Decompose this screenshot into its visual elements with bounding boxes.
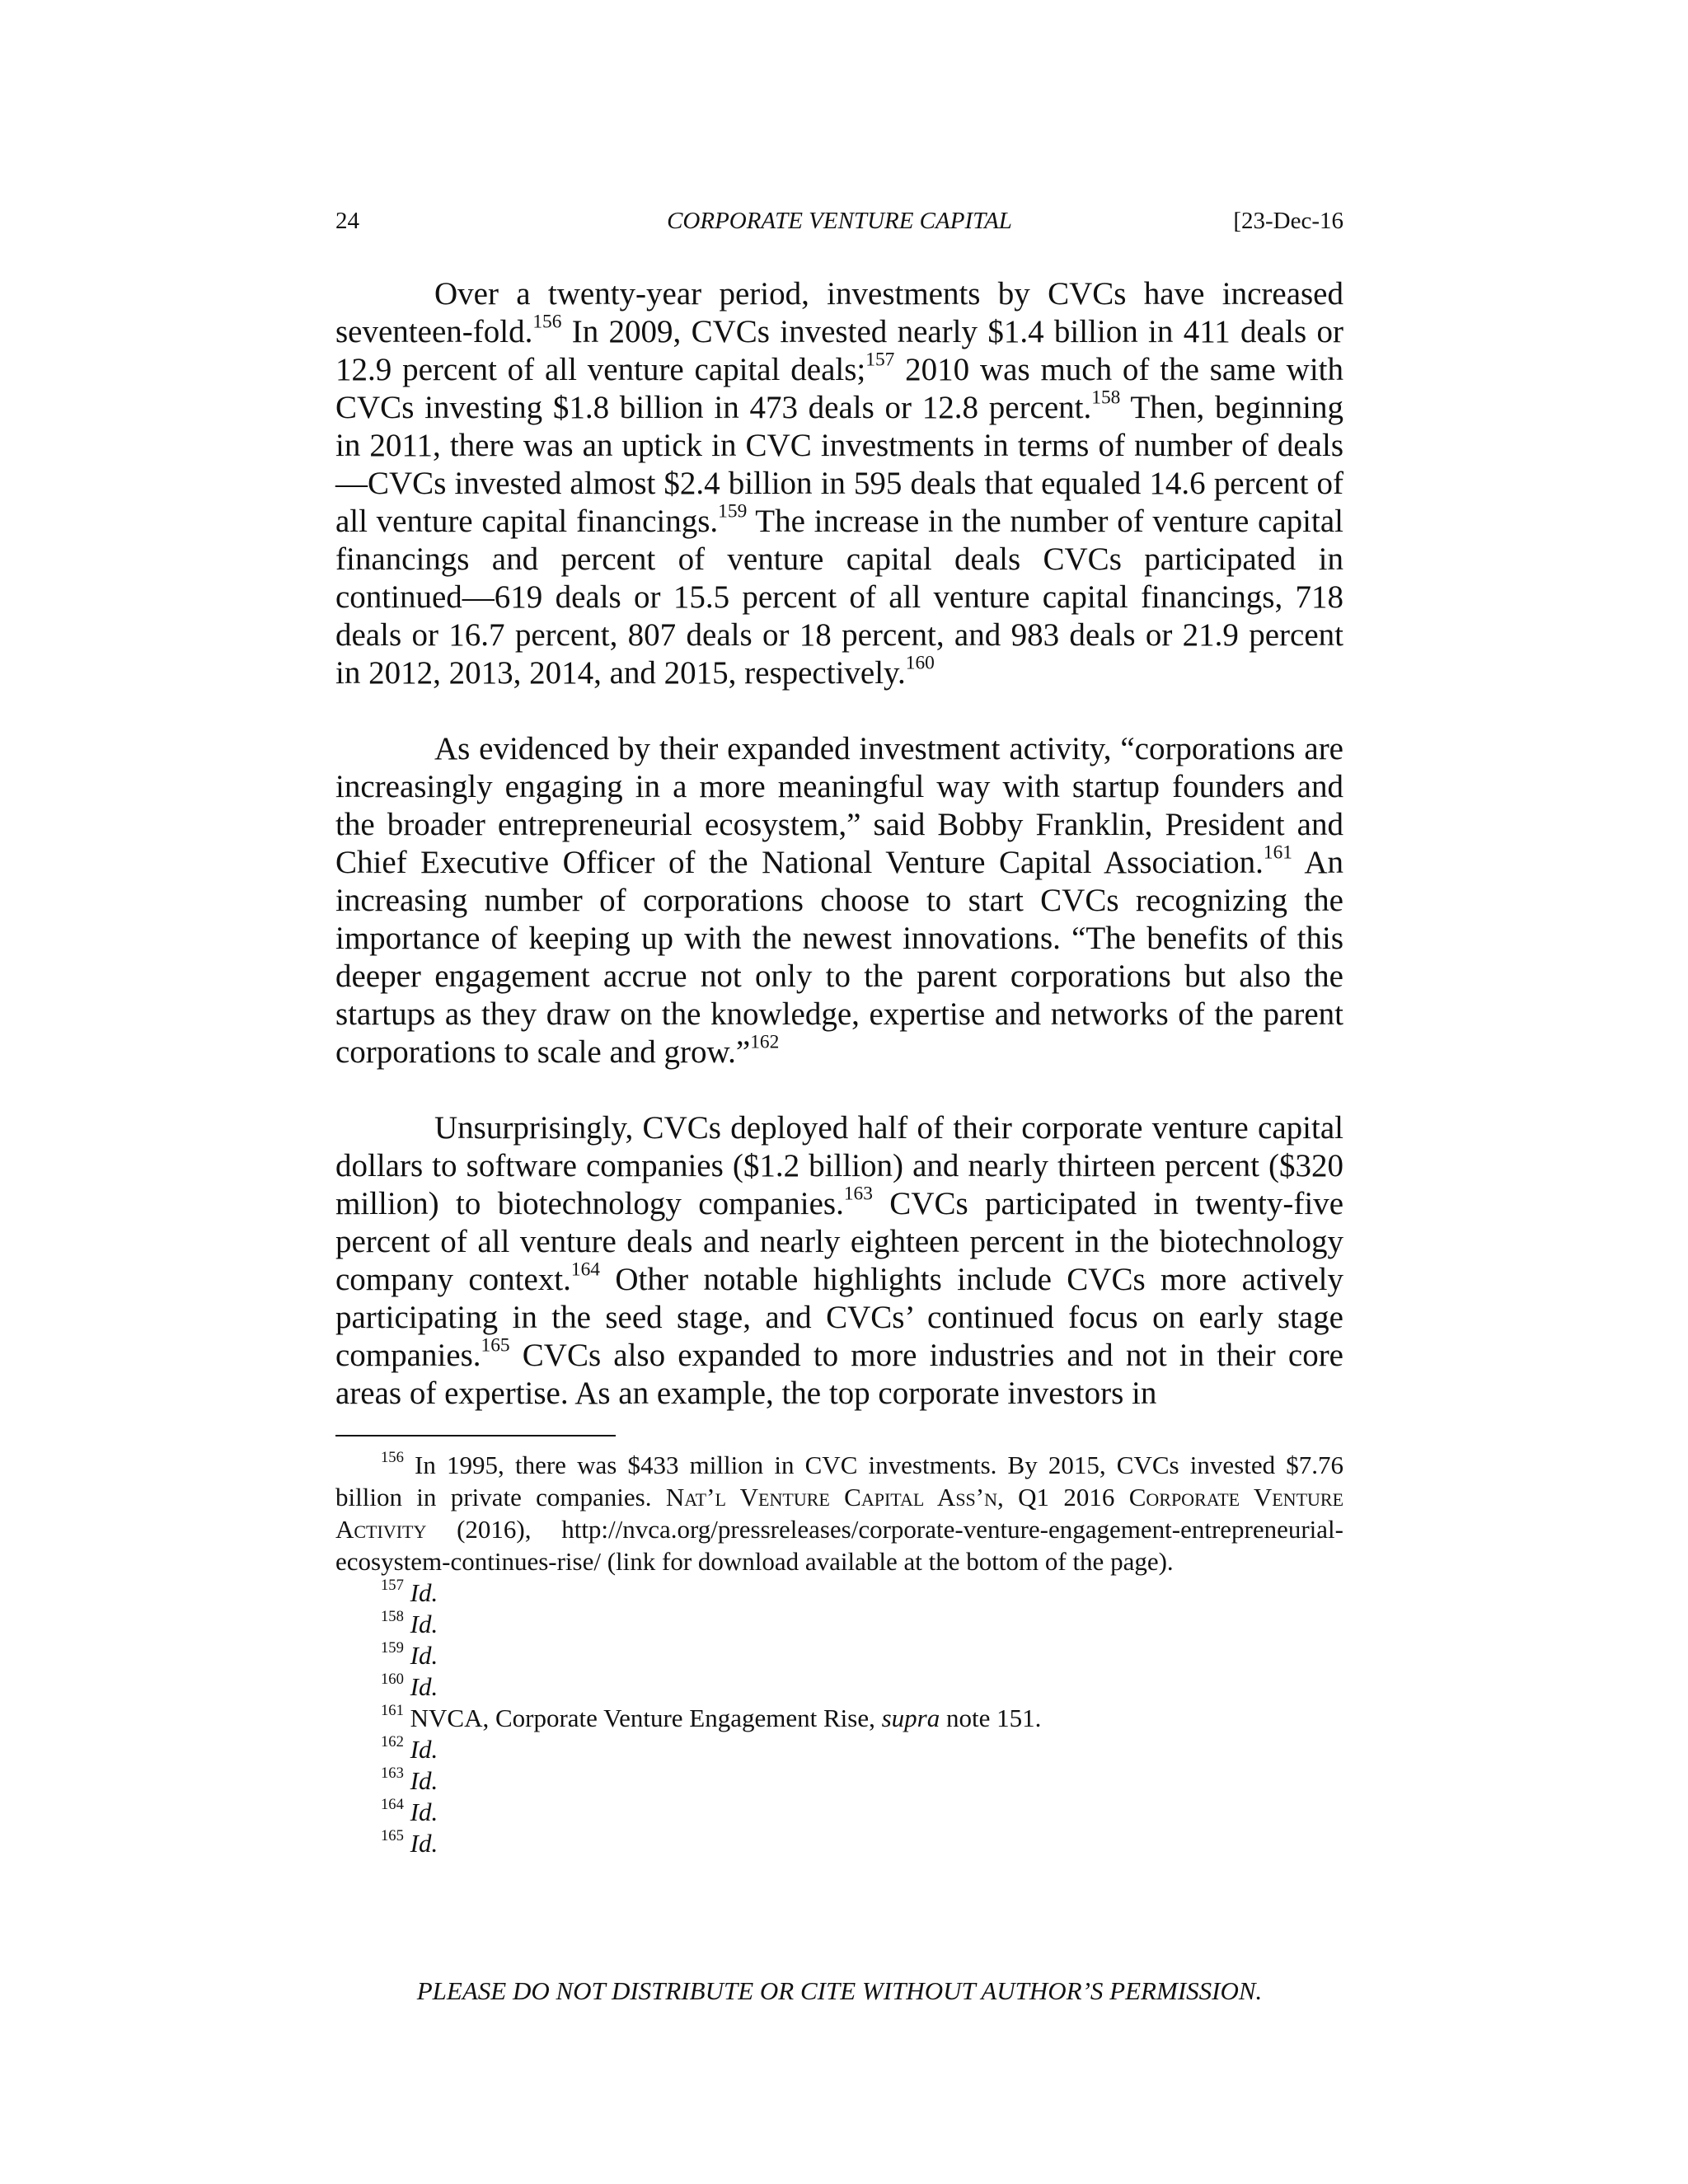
footnote-156 bbox=[335, 1449, 1343, 1577]
text-run: (2016), http://nvca.org/pressreleases/corporate-venture-engagement-entrepreneurial-ecosystem-continues-rise/ (link for download available at the bottom of the page). bbox=[335, 1515, 1343, 1576]
footnote-number: 164 bbox=[381, 1796, 404, 1814]
text-run: Then, beginning in 2011, there was an uptick in CVC investments in terms of number of deals—CVCs invested almost $2.4 billion in 595 deals that equaled 14.6 percent of all venture capital financings. bbox=[335, 390, 1343, 539]
footnote-number: 163 bbox=[381, 1765, 404, 1783]
text-run bbox=[404, 1797, 410, 1826]
text-run: As evidenced by their expanded investment activity, “corporations are increasingly engaging in a more meaningful way with startup founders and the broader entrepreneurial ecosystem,” said Bobby Franklin, President and Chief Executive Officer of the National Venture Capital Association. bbox=[335, 731, 1343, 880]
footnotes bbox=[335, 1449, 1343, 1859]
footnote-ref: 160 bbox=[905, 652, 935, 674]
footnote-165 bbox=[335, 1828, 1343, 1859]
text-run: note 151. bbox=[940, 1704, 1042, 1732]
footnote-ref: 163 bbox=[843, 1183, 873, 1205]
italic-text: Id. bbox=[410, 1797, 438, 1826]
text-run bbox=[404, 1610, 410, 1638]
paragraph bbox=[335, 1109, 1343, 1413]
text-run bbox=[404, 1641, 410, 1670]
text-run bbox=[404, 1735, 410, 1764]
footnote-162 bbox=[335, 1734, 1343, 1765]
footnote-ref: 159 bbox=[718, 500, 748, 523]
header-date: [23-Dec-16 bbox=[1233, 208, 1343, 234]
text-run: Other notable highlights include CVCs more actively participating in the seed stage, and CVCs’ continued focus on early stage companies. bbox=[335, 1262, 1343, 1373]
footnote-ref: 162 bbox=[750, 1031, 780, 1053]
footnote-number: 165 bbox=[381, 1827, 404, 1845]
page bbox=[335, 0, 1343, 2184]
footnote-159 bbox=[335, 1640, 1343, 1671]
footnote-number: 162 bbox=[381, 1733, 404, 1751]
italic-text: Id. bbox=[410, 1641, 438, 1670]
footnote-ref: 164 bbox=[570, 1258, 600, 1281]
italic-text: Id. bbox=[410, 1735, 438, 1764]
italic-text: Id. bbox=[410, 1829, 438, 1858]
text-run: In 2009, CVCs invested nearly $1.4 billion in 411 deals or 12.9 percent of all venture capital deals; bbox=[335, 314, 1343, 387]
footnote-number: 158 bbox=[381, 1608, 404, 1626]
footnote-164 bbox=[335, 1797, 1343, 1828]
text-run: 2010 was much of the same with CVCs investing $1.8 billion in 473 deals or 12.8 percent. bbox=[335, 352, 1343, 425]
text-run bbox=[404, 1672, 410, 1701]
text-run: Unsurprisingly, CVCs deployed half of their corporate venture capital dollars to software companies ($1.2 billion) and nearly thirteen percent ($320 million) to biotechnology companies. bbox=[335, 1110, 1343, 1221]
footnote-163 bbox=[335, 1765, 1343, 1797]
footnote-number: 156 bbox=[381, 1449, 404, 1467]
footnote-number: 157 bbox=[381, 1577, 404, 1595]
footnote-158 bbox=[335, 1609, 1343, 1640]
paragraph bbox=[335, 275, 1343, 692]
footnote-ref: 157 bbox=[865, 349, 895, 371]
italic-text: supra bbox=[881, 1704, 940, 1732]
text-run bbox=[404, 1829, 410, 1858]
text-run: An increasing number of corporations choose to start CVCs recognizing the importance of keeping up with the newest innovations. “The benefits of this deeper engagement accrue not only to the parent corporations but also the startups as they draw on the knowledge, expertise and networks of the parent corporations to scale and grow.” bbox=[335, 845, 1344, 1070]
page-number: 24 bbox=[335, 208, 359, 234]
text-run: , Q1 2016 bbox=[997, 1483, 1129, 1511]
footnote-161 bbox=[335, 1703, 1343, 1734]
text-run bbox=[404, 1766, 410, 1795]
footnote-number: 159 bbox=[381, 1639, 404, 1657]
text-run: Over a twenty-year period, investments by CVCs have increased seventeen-fold. bbox=[335, 276, 1343, 349]
text-run bbox=[404, 1578, 410, 1607]
text-run: The increase in the number of venture capital financings and percent of venture capital deals CVCs participated in continued—619 deals or 15.5 percent of all venture capital financings, 718 deals or 16.7 percent, 807 deals or 18 percent, and 983 deals or 21.9 percent in 2012, 2013, 2014, and 2015, respectively. bbox=[335, 504, 1343, 691]
small-caps-text: Nat’l Venture Capital Ass’n bbox=[665, 1483, 998, 1511]
running-header bbox=[335, 208, 1343, 239]
italic-text: Id. bbox=[410, 1766, 438, 1795]
text-run: CVCs also expanded to more industries and not in their core areas of expertise. As an example, the top corporate investors in bbox=[335, 1338, 1343, 1411]
text-run: NVCA, Corporate Venture Engagement Rise, bbox=[403, 1704, 882, 1732]
paragraph bbox=[335, 730, 1343, 1071]
footnote-number: 160 bbox=[381, 1671, 404, 1689]
italic-text: Id. bbox=[410, 1672, 438, 1701]
footnote-ref: 161 bbox=[1263, 841, 1292, 864]
text-run: CVCs participated in twenty-five percent of all venture deals and nearly eighteen percent in the biotechnology company context. bbox=[335, 1186, 1344, 1297]
italic-text: Id. bbox=[410, 1610, 438, 1638]
footnote-number: 161 bbox=[381, 1702, 404, 1720]
footnote-ref: 158 bbox=[1091, 387, 1121, 409]
footnote-157 bbox=[335, 1577, 1343, 1609]
footnote-160 bbox=[335, 1671, 1343, 1703]
footnote-ref: 165 bbox=[481, 1334, 510, 1357]
italic-text: Id. bbox=[410, 1578, 438, 1607]
text-run: In 1995, there was $433 million in CVC investments. By 2015, CVCs invested $7.76 billion in private companies. bbox=[335, 1451, 1343, 1511]
footnote-ref: 156 bbox=[532, 311, 562, 333]
footer-notice: PLEASE DO NOT DISTRIBUTE OR CITE WITHOUT AUTHOR’S PERMISSION. bbox=[416, 1976, 1263, 2005]
small-caps-text: Corporate Venture Activity bbox=[335, 1483, 1344, 1544]
running-title: CORPORATE VENTURE CAPITAL bbox=[667, 208, 1012, 234]
footnote-separator bbox=[335, 1435, 616, 1436]
body-text bbox=[335, 275, 1343, 1413]
